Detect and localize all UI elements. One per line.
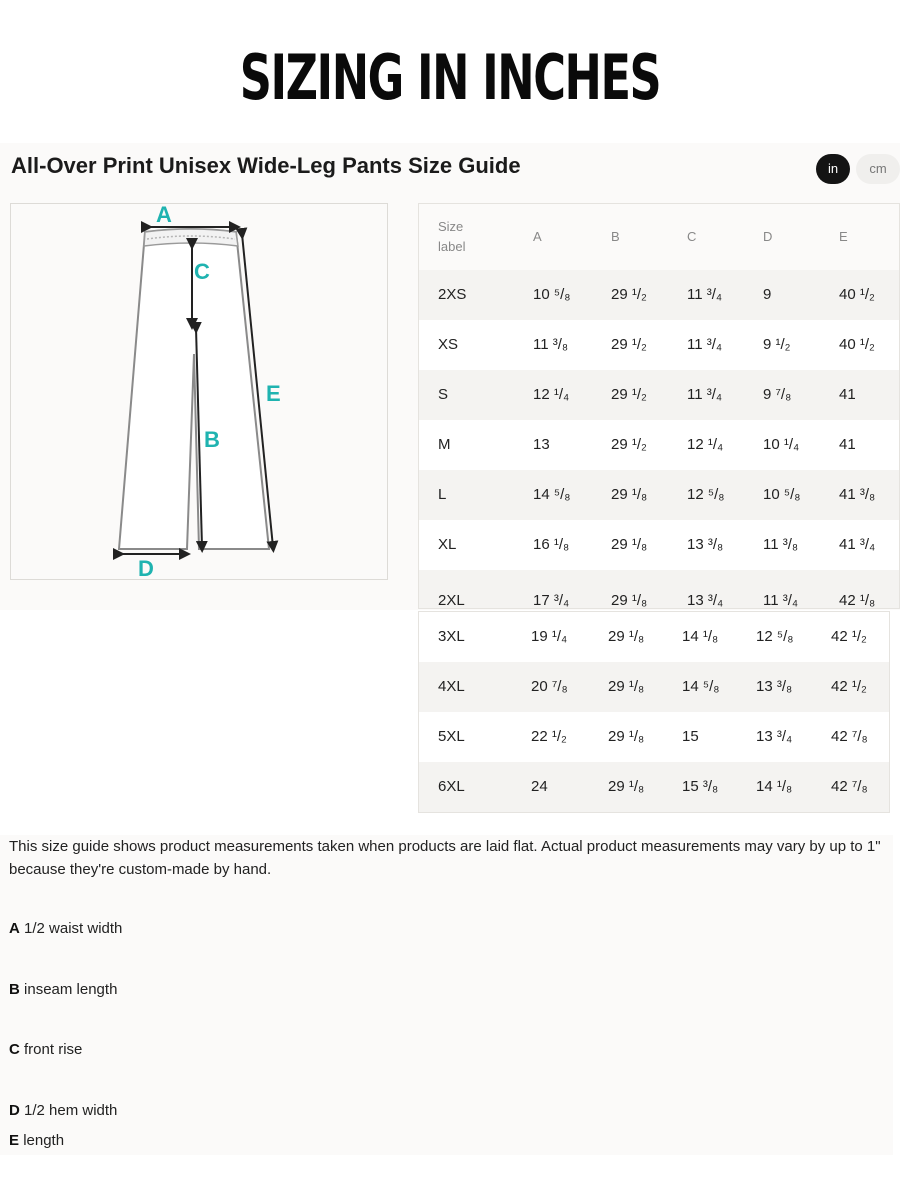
cell-a: 14 ⁵/₈ [533,486,571,503]
cell-b: 29 ¹/₈ [611,592,648,608]
cell-b: 29 ¹/₂ [611,436,647,453]
legend-item [9,1102,117,1119]
label-b: B [204,427,220,452]
cell-d: 12 ⁵/₈ [756,628,794,645]
table-row [419,320,899,370]
cell-size: S [438,386,449,403]
pants-diagram-illustration [11,204,387,579]
legend-key: D [9,1102,20,1119]
legend-item [9,981,117,998]
unit-toggle [816,154,900,184]
cell-e: 41 [839,436,856,453]
header-d: D [763,229,773,244]
measurement-disclaimer: This size guide shows product measurements taken when products are laid flat. Actual product measurements may vary by up to 1" because they're custom-made by hand. [9,838,881,878]
cell-d: 14 ¹/₈ [756,778,793,795]
cell-d: 9 [763,286,772,303]
cell-b: 29 ¹/₈ [611,536,648,553]
header-a: A [533,229,542,244]
cell-e: 40 ¹/₂ [839,286,875,303]
table-row [419,762,889,812]
label-d: D [138,556,154,579]
cell-a: 11 ³/₈ [533,336,569,353]
legend-key: E [9,1132,20,1149]
cell-d: 13 ³/₄ [756,728,793,745]
cell-b: 29 ¹/₈ [611,486,648,503]
label-c: C [194,259,210,284]
header-size-line1: Size [438,219,464,234]
cell-size: XL [438,536,457,553]
cell-e: 42 ¹/₈ [839,592,876,608]
legend-text: 1/2 hem width [24,1102,118,1119]
cell-c: 13 ³/₈ [687,536,724,553]
table-row [419,420,899,470]
table-row [419,612,889,662]
pants-diagram [10,203,388,580]
cell-c: 12 ⁵/₈ [687,486,725,503]
cell-c: 15 ³/₈ [682,778,719,795]
legend-key: C [9,1041,20,1058]
cell-a: 16 ¹/₈ [533,536,570,553]
table-row [419,370,899,420]
cell-e: 41 [839,386,856,403]
cell-c: 11 ³/₄ [687,336,723,353]
cell-c: 14 ⁵/₈ [682,678,720,695]
cell-c: 11 ³/₄ [687,286,723,303]
cell-a: 19 ¹/₄ [531,628,568,645]
cell-e: 42 ⁷/₈ [831,728,868,745]
cell-size: 2XS [438,286,467,303]
unit-inches-button[interactable]: in [816,154,850,184]
cell-size: 2XL [438,592,465,608]
legend-key: B [9,981,20,998]
size-guide-title: All-Over Print Unisex Wide-Leg Pants Size Guide [11,153,521,178]
header-size-line2: label [438,239,466,254]
cell-size: M [438,436,451,453]
size-table-upper [418,203,900,609]
legend-text: length [23,1132,65,1149]
cell-size: 6XL [438,778,465,795]
cell-b: 29 ¹/₈ [608,678,645,695]
legend-item [9,1041,82,1058]
cell-d: 11 ³/₈ [763,536,799,553]
cell-d: 10 ¹/₄ [763,436,800,453]
legend-item [9,920,122,937]
label-e: E [266,381,281,406]
cell-a: 17 ³/₄ [533,592,570,608]
cell-e: 42 ¹/₂ [831,628,867,645]
cell-b: 29 ¹/₂ [611,336,647,353]
cell-b: 29 ¹/₂ [611,286,647,303]
page-headline: SIZING IN INCHES [239,41,661,114]
cell-size: 3XL [438,628,465,645]
cell-d: 11 ³/₄ [763,592,799,608]
size-table-lower [418,611,890,813]
cell-d: 9 ¹/₂ [763,336,791,353]
cell-c: 11 ³/₄ [687,386,723,403]
unit-centimeters-button[interactable]: cm [856,154,900,184]
cell-a: 24 [531,778,548,795]
cell-b: 29 ¹/₂ [611,386,647,403]
legend-item [9,1132,64,1149]
cell-a: 13 [533,436,550,453]
table-header-row [419,204,899,270]
cell-d: 13 ³/₈ [756,678,793,695]
cell-e: 42 ¹/₂ [831,678,867,695]
cell-b: 29 ¹/₈ [608,778,645,795]
size-guide-notes [0,835,893,1155]
table-row [419,270,899,320]
cell-size: 4XL [438,678,465,695]
cell-e: 40 ¹/₂ [839,336,875,353]
cell-a: 22 ¹/₂ [531,728,567,745]
cell-b: 29 ¹/₈ [608,628,645,645]
cell-a: 12 ¹/₄ [533,386,570,403]
legend-text: front rise [24,1041,83,1058]
cell-c: 13 ³/₄ [687,592,724,608]
cell-a: 10 ⁵/₈ [533,286,571,303]
cell-e: 42 ⁷/₈ [831,778,868,795]
cell-c: 15 [682,728,699,745]
cell-e: 41 ³/₈ [839,486,876,503]
table-row [419,570,899,608]
cell-d: 9 ⁷/₈ [763,386,792,403]
header-e: E [839,229,848,244]
cell-a: 20 ⁷/₈ [531,678,568,695]
header-size-label [438,217,465,257]
table-row [419,662,889,712]
legend-key: A [9,920,20,937]
cell-b: 29 ¹/₈ [608,728,645,745]
cell-c: 14 ¹/₈ [682,628,719,645]
label-a: A [156,204,172,227]
legend-text: 1/2 waist width [24,920,123,937]
cell-d: 10 ⁵/₈ [763,486,801,503]
table-row [419,520,899,570]
cell-e: 41 ³/₄ [839,536,876,553]
header-c: C [687,229,697,244]
cell-size: XS [438,336,459,353]
legend-text: inseam length [24,981,118,998]
table-row [419,712,889,762]
cell-size: 5XL [438,728,465,745]
header-b: B [611,229,620,244]
table-row [419,470,899,520]
cell-c: 12 ¹/₄ [687,436,724,453]
cell-size: L [438,486,447,503]
